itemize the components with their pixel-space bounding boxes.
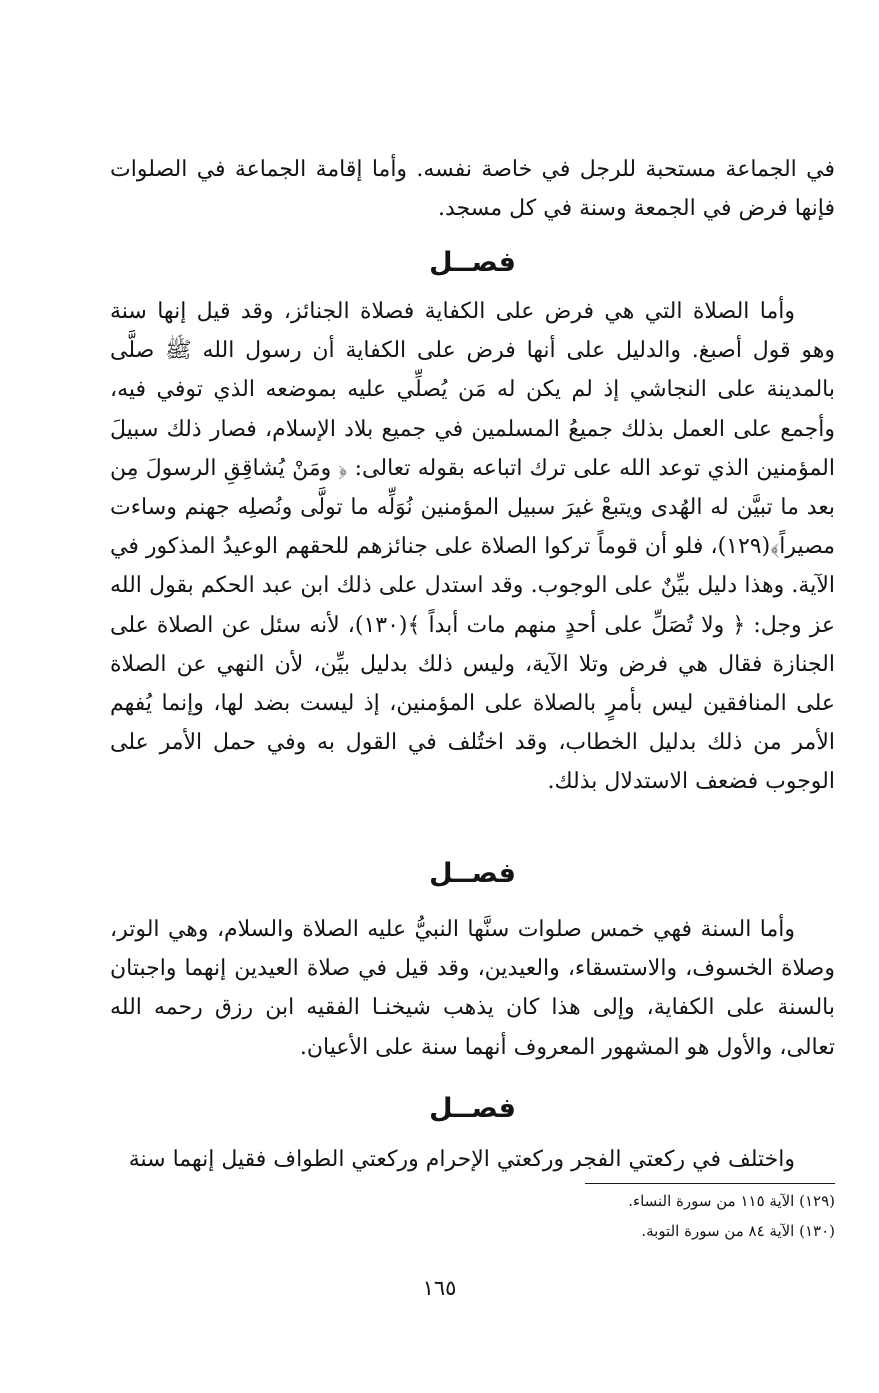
section-heading-3: فصــل (429, 1093, 516, 1124)
footnote-separator (585, 1183, 835, 1184)
section-heading-2: فصــل (429, 858, 516, 889)
page-number: ١٦٥ (422, 1276, 457, 1300)
top-paragraph: في الجماعة مستحبة للرجل في خاصة نفسه. وأما إقامة الجماعة في الصلوات فإنها فرض في الجمعة وسنة في كل مسجد. (110, 157, 835, 222)
top-paragraph-block (110, 150, 835, 228)
section-2-paragraph: وأما السنة فهي خمس صلوات سنَّها النبيُّ عليه الصلاة والسلام، وهي الوتر، وصلاة الخسوف، والاستسقاء، والعيدين، وقد قيل في صلاة العيدين إنهما واجبتان بالسنة على الكفاية، وإلى هذا كان يذهب شيخنـا الفقيه ابن رزق رحمه الله تعالى، والأول هو المشهور المعروف أنهما سنة على الأعيان. (110, 917, 835, 1060)
section-1-paragraph: وأما الصلاة التي هي فرض على الكفاية فصلاة الجنائز، وقد قيل إنها سنة وهو قول أصبغ. والدليل على أنها فرض على الكفاية أن رسول الله ﷺ صلَّى بالمدينة على النجاشي إذ لم يكن له مَن يُصلِّي عليه بموضعه الذي توفي فيه، وأجمع على العمل بذلك جميعُ المسلمين في جميع بلاد الإسلام، فصار ذلك سبيلَ المؤمنين الذي توعد الله على ترك اتباعه بقوله تعالى: ﴿ ومَنْ يُشاقِقِ الرسولَ مِن بعد ما تبيَّن له الهُدى ويتبعْ غيرَ سبيل المؤمنين نُوَلِّه ما تولَّى ونُصلِه جهنم وساءت مصيراً﴾(١٢٩)، فلو أن قوماً تركوا الصلاة على جنائزهم للحقهم الوعيدُ المذكور في الآية. وهذا دليل بيِّنٌ على الوجوب. وقد استدل على ذلك ابن عبد الحكم بقول الله عز وجل: ﴿ ولا تُصَلِّ على أحدٍ منهم مات أبداً ﴾(١٣٠)، لأنه سئل عن الصلاة على الجنازة فقال هي فرض وتلا الآية، وليس ذلك بدليل بيِّن، لأن النهي عن الصلاة على المنافقين ليس بأمرٍ بالصلاة على المؤمنين، إذ ليست بضد لها، وإنما يُفهم الأمر من ذلك بدليل الخطاب، وقد اختُلف في القول به وفي حمل الأمر على الوجوب فضعف الاستدلال بذلك. (110, 299, 836, 795)
section-heading-1: فصــل (429, 247, 516, 278)
section-2-block (110, 910, 835, 1067)
footnote-129: (١٢٩) الآية ١١٥ من سورة النساء. (628, 1192, 835, 1210)
footnote-130: (١٣٠) الآية ٨٤ من سورة التوبة. (641, 1222, 835, 1240)
section-3-paragraph: واختلف في ركعتي الفجر وركعتي الإحرام وركعتي الطواف فقيل إنهما سنة (128, 1147, 795, 1172)
section-1-block (110, 292, 835, 802)
section-3-block (110, 1140, 835, 1179)
